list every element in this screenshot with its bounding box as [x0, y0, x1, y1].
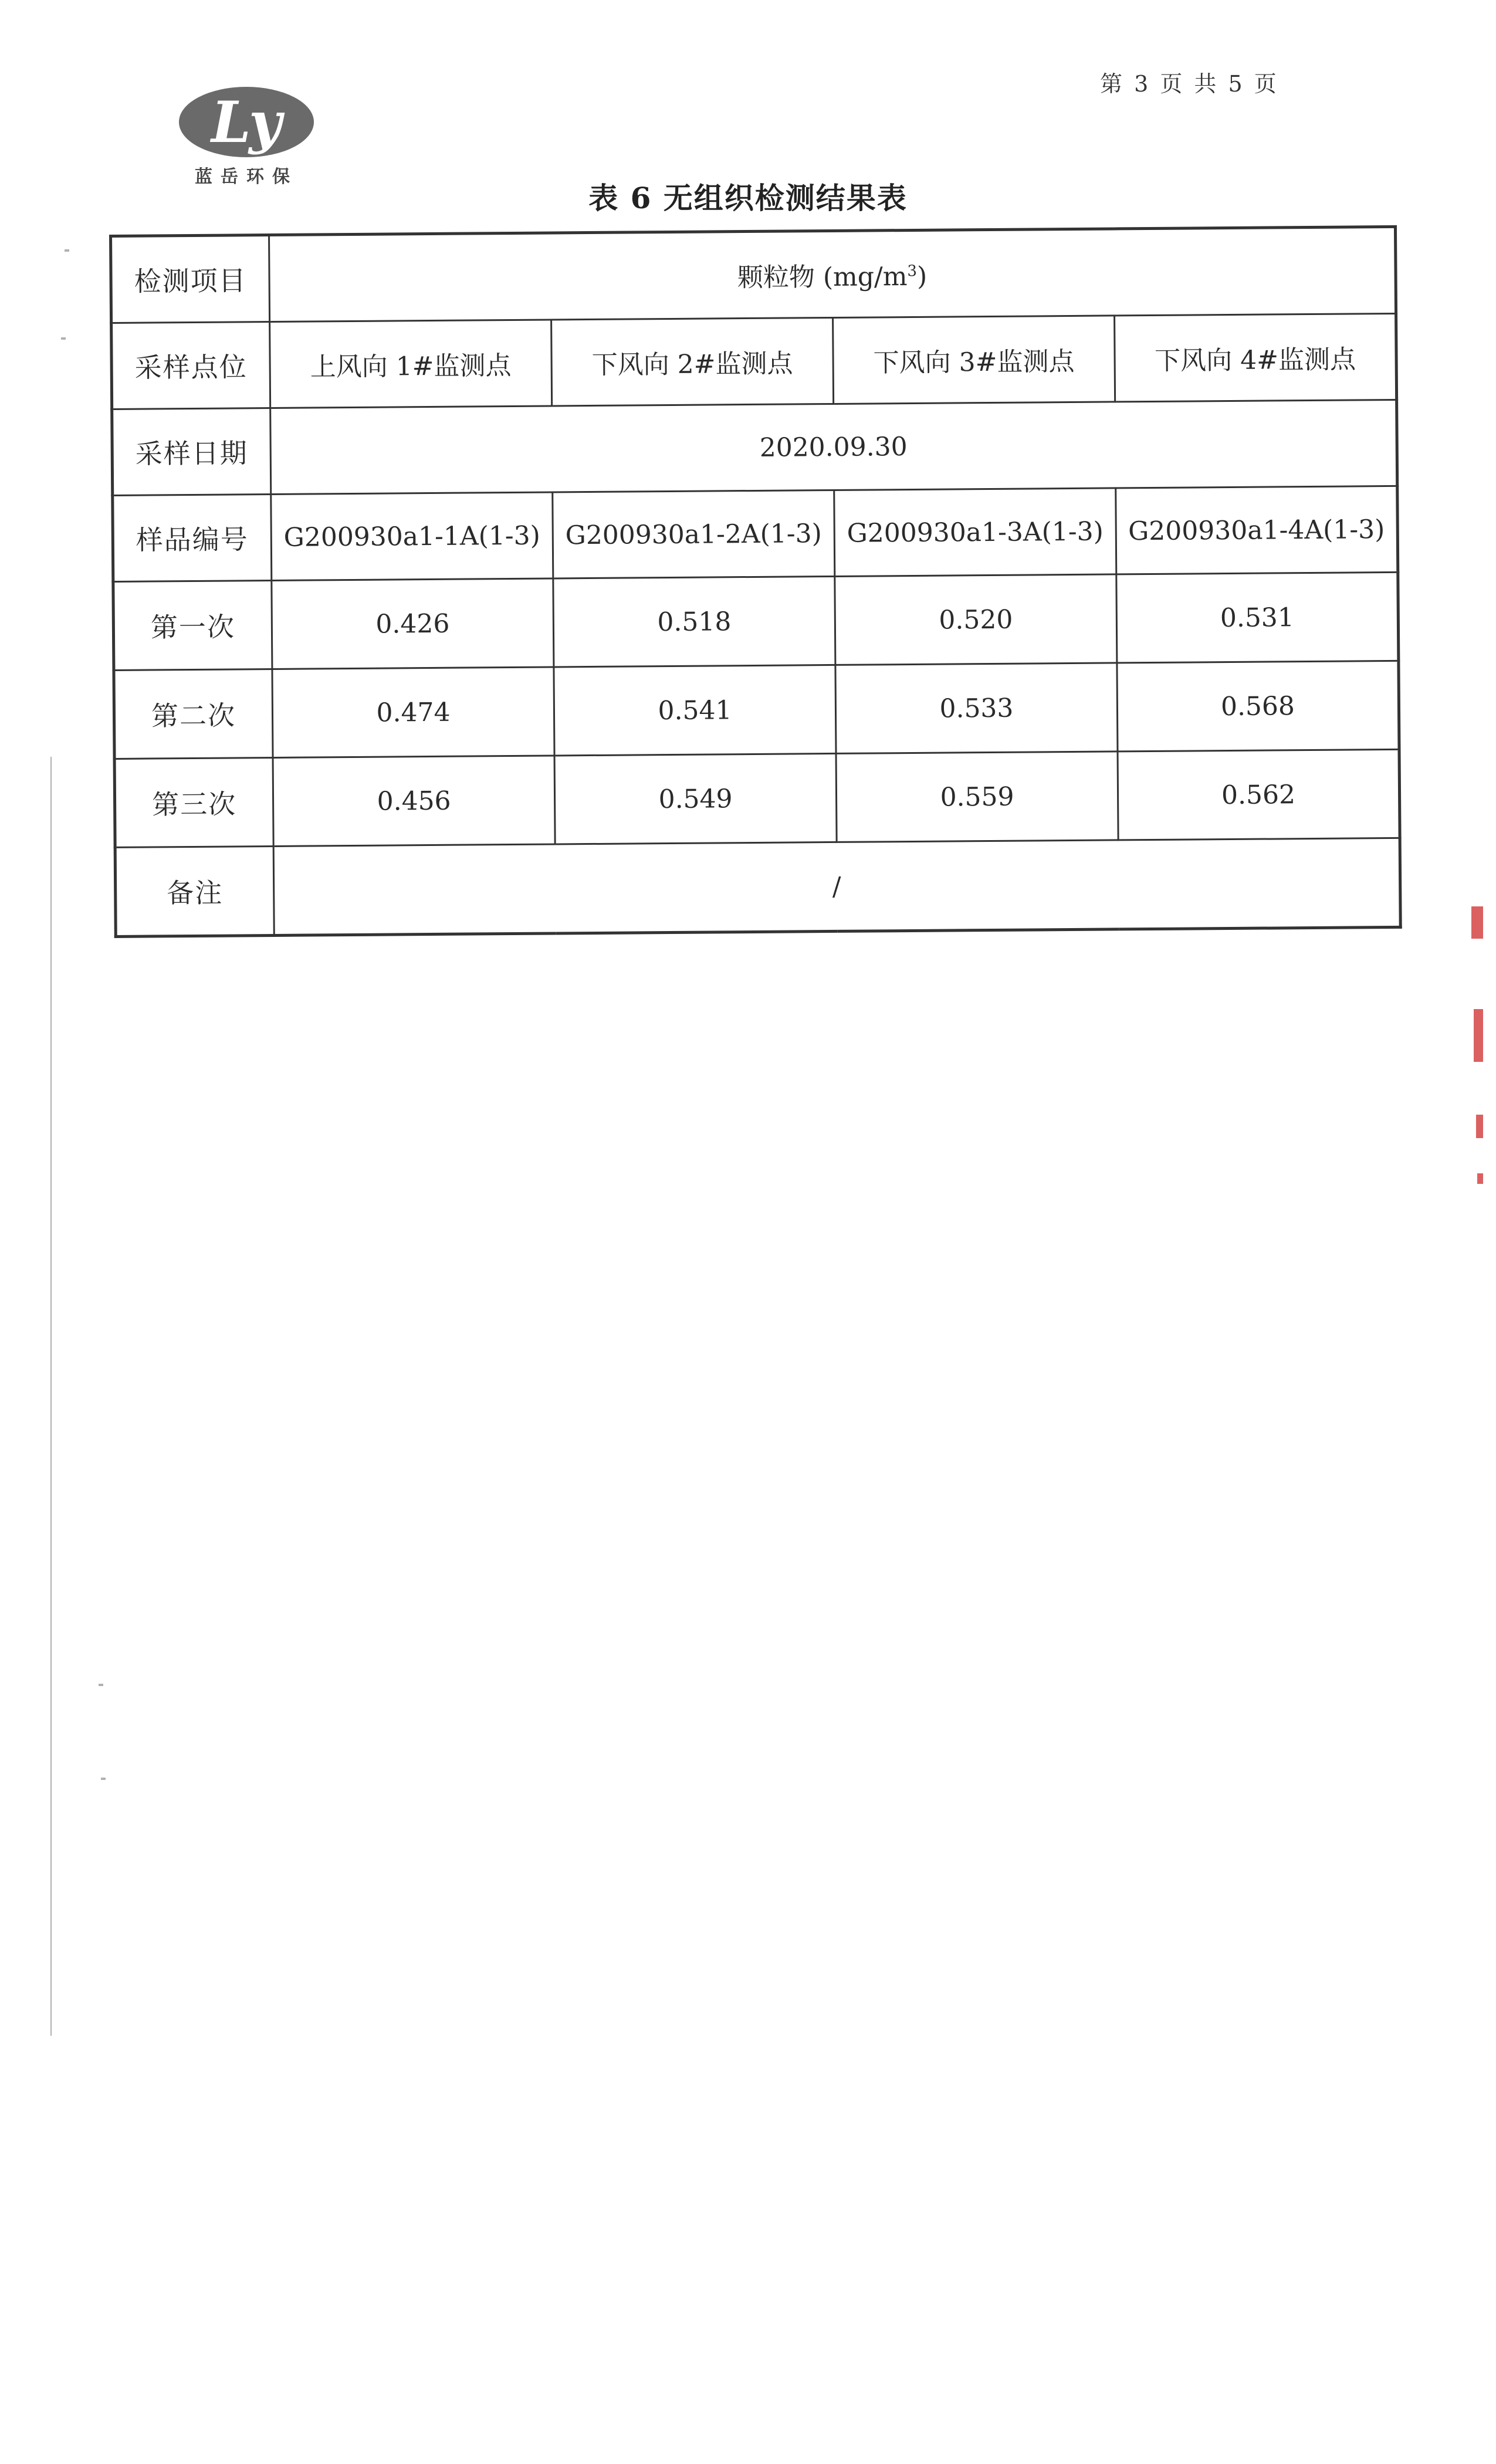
measurement-value: 0.456 — [273, 756, 555, 847]
sample-id-cell: G200930a1-2A(1-3) — [553, 490, 835, 578]
scan-speck — [99, 1684, 103, 1686]
stamp-fragment — [1471, 906, 1483, 939]
item-value-cell — [269, 226, 1396, 321]
measurement-value: 0.562 — [1118, 749, 1400, 840]
measurement-label: 第二次 — [114, 669, 273, 759]
scan-speck — [65, 249, 69, 252]
measurement-value: 0.474 — [272, 667, 554, 758]
measurement-value: 0.541 — [554, 665, 836, 756]
table-row-measurement — [114, 661, 1399, 759]
stamp-fragment — [1476, 1115, 1483, 1138]
table-row-measurement — [114, 749, 1400, 847]
item-value-tail: ) — [916, 261, 928, 292]
measurement-value: 0.568 — [1117, 661, 1399, 752]
table-title: 表 6 无组织检测结果表 — [588, 181, 908, 215]
table-row-measurement — [113, 572, 1399, 670]
company-logo — [179, 87, 314, 187]
measurement-value: 0.559 — [836, 752, 1118, 842]
sample-id-cell: G200930a1-3A(1-3) — [834, 488, 1116, 577]
table-row-item — [111, 226, 1396, 323]
sample-id-cell: G200930a1-4A(1-3) — [1116, 486, 1398, 574]
logo-letters: Ly — [211, 89, 282, 155]
sample-label: 样品编号 — [113, 494, 272, 581]
table-row-date — [112, 400, 1397, 495]
item-unit-superscript: 3 — [907, 262, 918, 280]
sample-id-cell: G200930a1-1A(1-3) — [271, 492, 553, 581]
site-cell: 下风向 3#监测点 — [833, 316, 1115, 404]
table-row-sites — [111, 313, 1397, 409]
item-label: 检测项目 — [111, 235, 270, 323]
measurement-label: 第一次 — [113, 580, 272, 670]
measurement-value: 0.549 — [554, 753, 837, 844]
site-cell: 下风向 2#监测点 — [551, 317, 834, 406]
measurement-label: 第三次 — [114, 757, 273, 847]
remark-label: 备注 — [115, 846, 274, 936]
measurement-value: 0.520 — [835, 574, 1117, 665]
site-label: 采样点位 — [111, 321, 270, 409]
page-number: 第 3 页 共 5 页 — [1100, 71, 1279, 97]
date-value: 2020.09.30 — [270, 400, 1397, 494]
scan-edge-line — [50, 757, 52, 2036]
measurement-value: 0.531 — [1116, 572, 1399, 663]
site-cell: 下风向 4#监测点 — [1115, 313, 1397, 402]
results-table-container — [109, 225, 1402, 938]
logo-company-name: 蓝岳环保 — [195, 167, 298, 187]
scan-speck — [101, 1778, 106, 1780]
date-label: 采样日期 — [112, 408, 271, 495]
stamp-fragment — [1477, 1173, 1483, 1184]
table-row-samples — [113, 486, 1398, 581]
table-row-remark — [115, 838, 1400, 936]
measurement-value: 0.426 — [272, 578, 554, 669]
remark-value: / — [273, 838, 1400, 935]
measurement-value: 0.518 — [553, 576, 835, 667]
measurement-value: 0.533 — [835, 663, 1118, 754]
stamp-fragment — [1474, 1009, 1483, 1062]
item-value: 颗粒物 (mg/m — [737, 262, 908, 293]
results-table — [109, 225, 1402, 938]
site-cell: 上风向 1#监测点 — [270, 320, 552, 408]
scan-speck — [61, 337, 66, 340]
